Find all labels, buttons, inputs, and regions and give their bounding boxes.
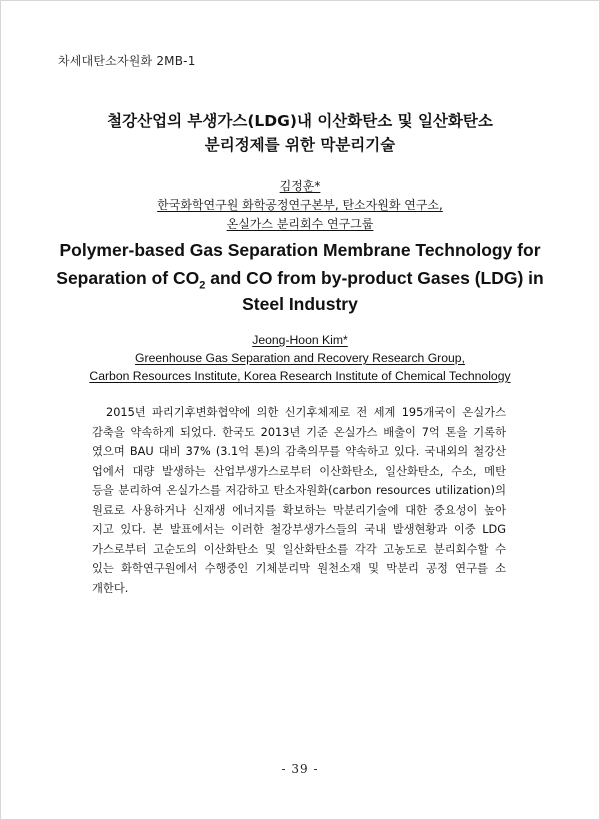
english-affiliation-line-2: Carbon Resources Institute, Korea Research Institute of Chemical Technology (89, 369, 511, 383)
abstract-line: 있는 화학연구원에서 수행중인 기체분리막 원천소재 및 막분리 공정 연구를 소 (92, 562, 506, 576)
running-header: 차세대탄소자원화 2MB-1 (58, 54, 196, 68)
english-affiliation-line-2-wrap (40, 369, 560, 383)
english-title-line-2 (40, 268, 560, 292)
english-affiliation-line-1: Greenhouse Gas Separation and Recovery Research Group, (135, 351, 465, 365)
english-title-line-2-post: and CO from by-product Gases (LDG) in (205, 268, 544, 288)
korean-affiliation-line-1-wrap (40, 196, 560, 213)
abstract-line: 지고 있다. 본 발표에서는 이러한 철강부생가스들의 국내 발생현황과 이중 LDG (92, 523, 506, 537)
abstract-line: 개한다. (92, 581, 129, 595)
korean-title-line-2: 분리정제를 위한 막분리기술 (204, 136, 396, 154)
korean-affiliation-line-2-wrap (40, 215, 560, 232)
abstract-line: 감축을 약속하게 되었다. 한국도 2013년 기준 온실가스 배출이 7억 톤을 기록하 (92, 425, 506, 439)
english-title-line-3: Steel Industry (242, 294, 358, 314)
abstract-line: 업에서 대량 발생하는 산업부생가스로부터 이산화탄소, 일산화탄소, 수소, 메탄 (92, 464, 506, 478)
abstract-line: 등을 분리하여 온실가스를 저감하고 탄소자원화(carbon resources utilization)의 (92, 484, 506, 498)
korean-affiliation-line-1: 한국화학연구원 화학공정연구본부, 탄소자원화 연구소, (157, 198, 443, 212)
korean-author: 김정훈* (279, 179, 321, 193)
abstract-line: 가스로부터 고순도의 이산화탄소 및 일산화탄소를 각각 고농도로 분리회수할 수 (92, 542, 506, 556)
english-title-line-1: Polymer-based Gas Separation Membrane Technology for (59, 240, 541, 260)
english-author: Jeong-Hoon Kim* (252, 333, 348, 347)
page-number: - 39 - (281, 762, 319, 776)
abstract-line: 원료로 사용하거나 신재생 에너지를 확보하는 막분리기술에 대한 중요성이 높아 (92, 503, 506, 517)
korean-affiliation-line-2: 온실가스 분리회수 연구그룹 (226, 217, 374, 231)
english-title-line-2-pre: Separation of CO (56, 268, 200, 288)
abstract-line: 였으며 BAU 대비 37% (3.1억 톤)의 감축의무를 약속하고 있다. 국내외의 철강산 (92, 445, 506, 459)
english-title-subscript: 2 (199, 279, 206, 292)
abstract-line: 2015년 파리기후변화협약에 의한 신기후체제로 전 세계 195개국이 온실가스 (92, 406, 506, 419)
english-author-line (40, 333, 560, 347)
abstract-body (92, 403, 506, 598)
korean-title-line-1: 철강산업의 부생가스(LDG)내 이산화탄소 및 일산화탄소 (107, 112, 493, 130)
english-affiliation-line-1-wrap (40, 351, 560, 365)
korean-author-line (40, 177, 560, 194)
